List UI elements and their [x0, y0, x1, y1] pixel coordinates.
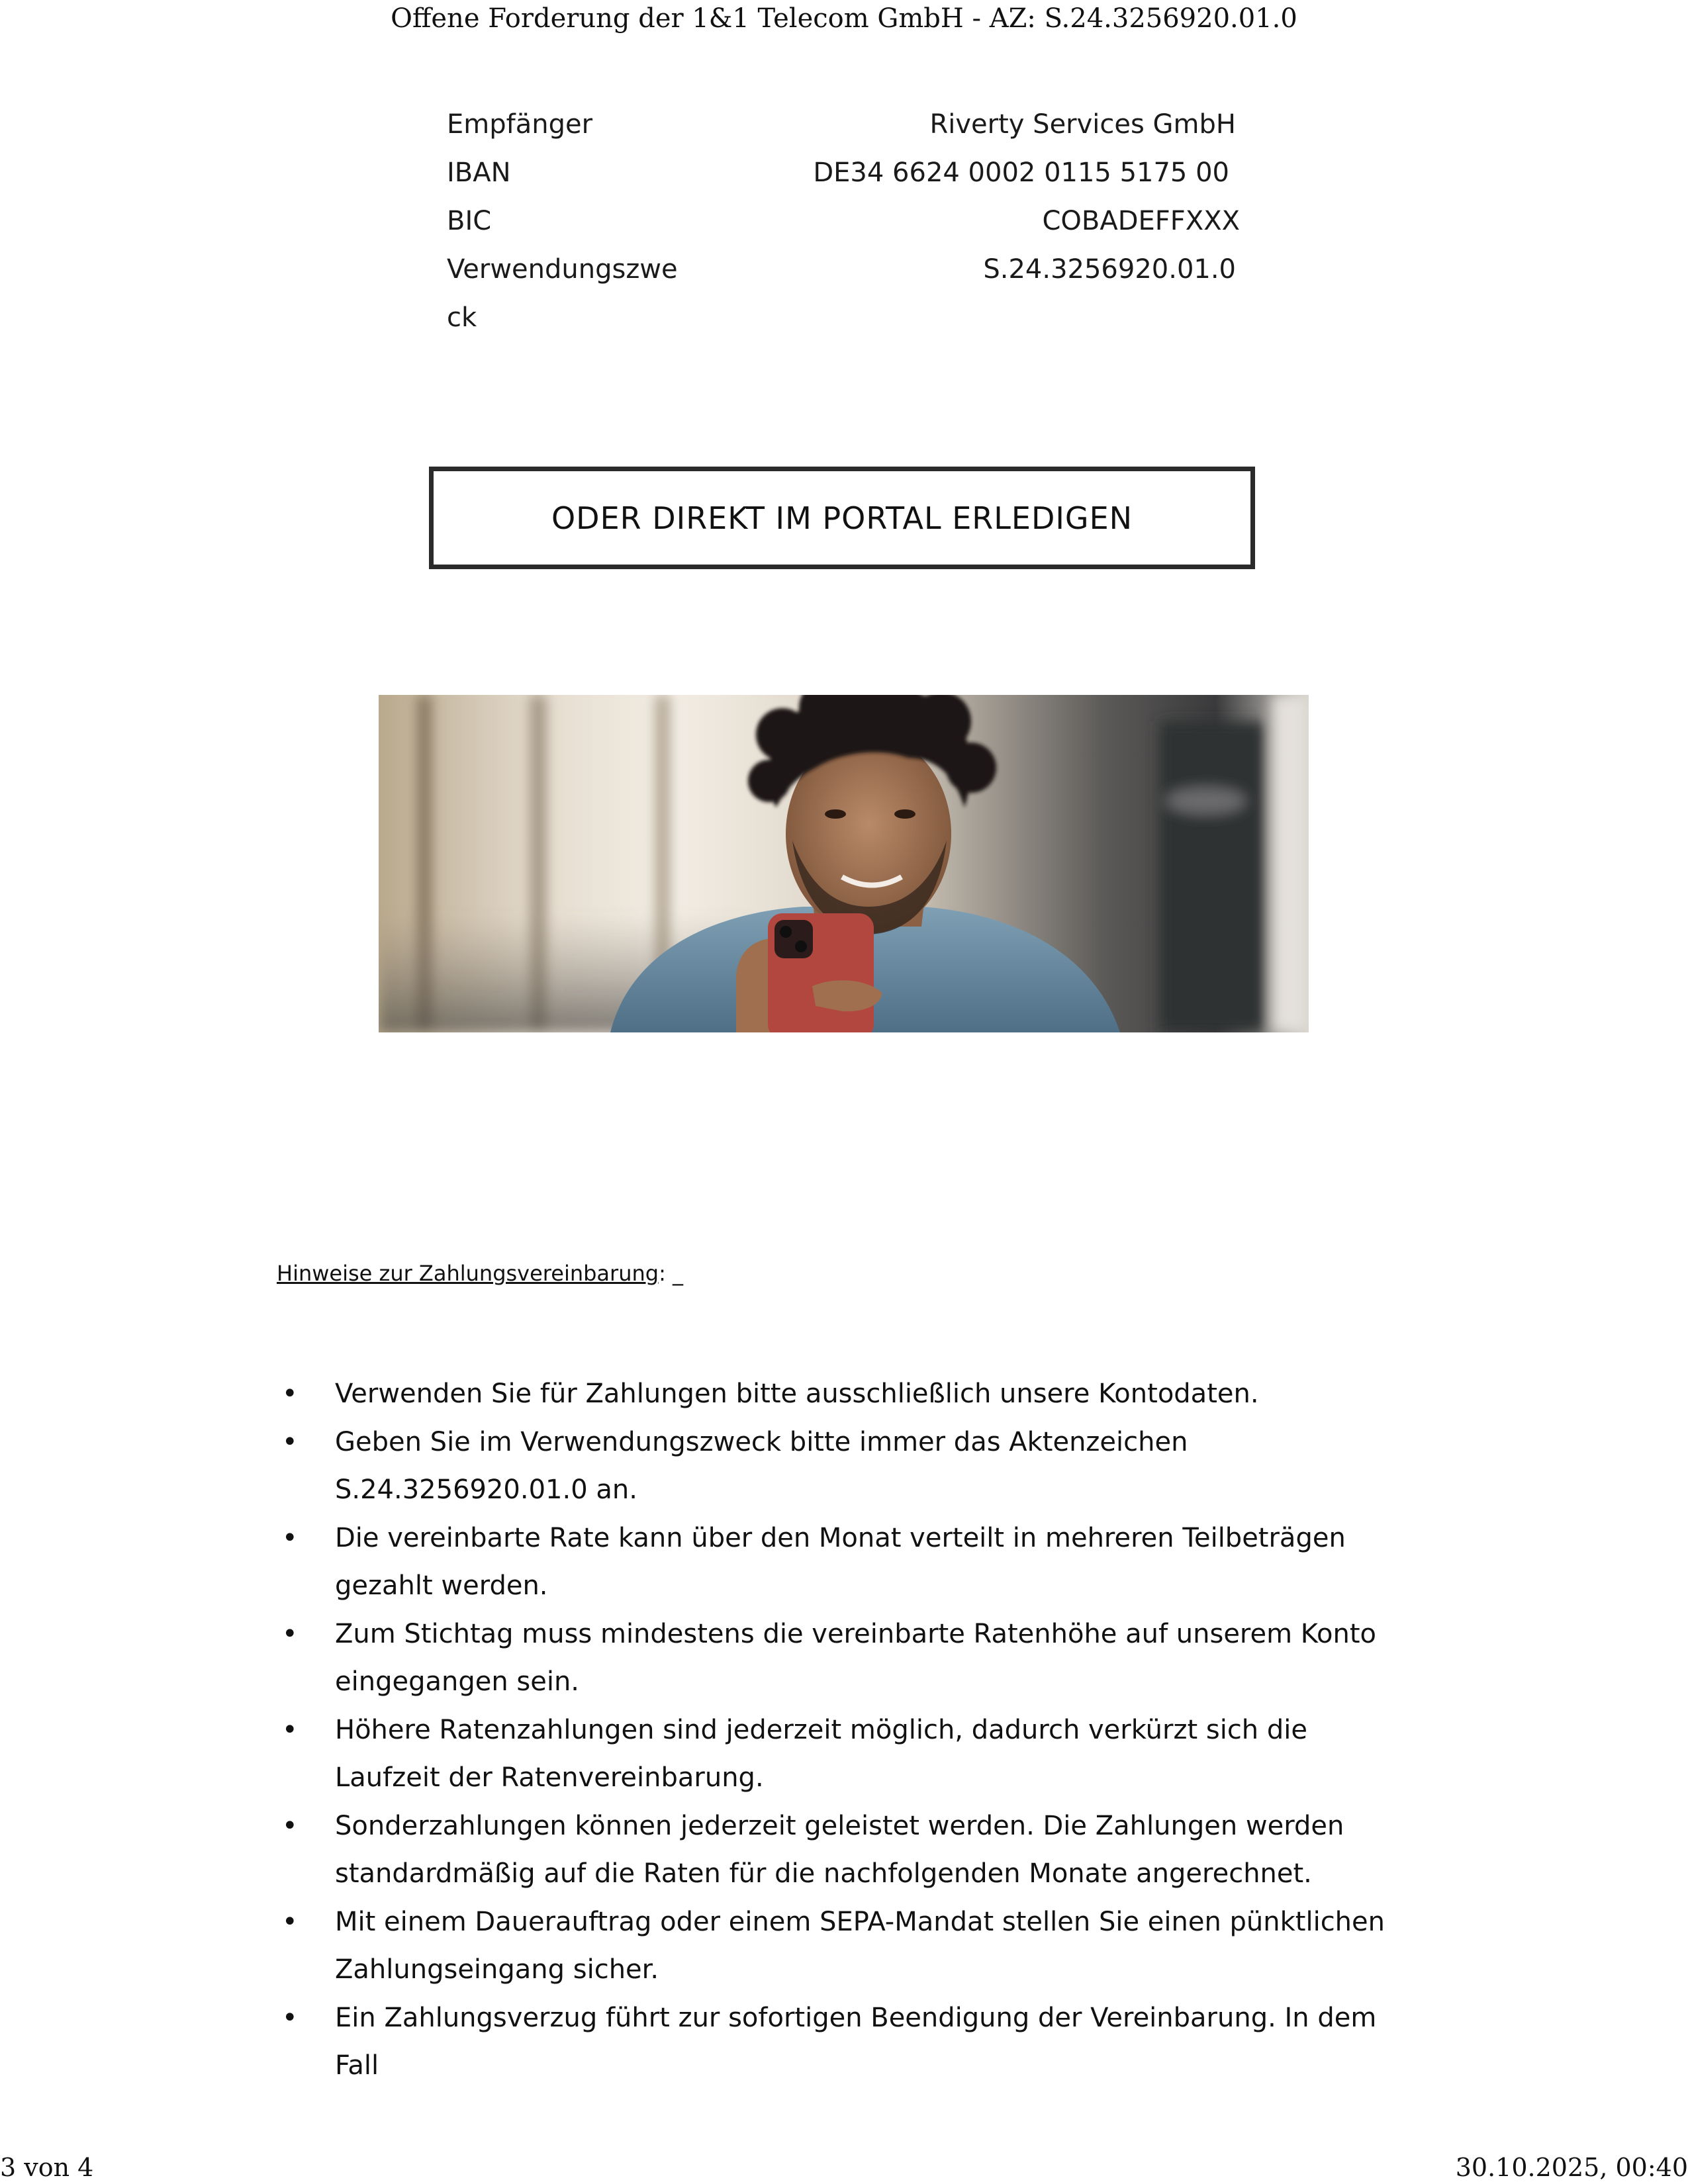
list-item: • Mit einem Dauerauftrag oder einem SEPA-Mandat stellen Sie einen pünktlichen Zahlungseingang sicher.: [277, 1898, 1415, 1994]
list-item: • Ein Zahlungsverzug führt zur sofortigen Beendigung der Vereinbarung. In dem Fall: [277, 1994, 1415, 2090]
list-item: • Verwenden Sie für Zahlungen bitte ausschließlich unsere Kontodaten.: [277, 1370, 1415, 1418]
reference-value: S.24.3256920.01.0: [983, 254, 1236, 285]
bank-row-recipient: [447, 101, 1241, 149]
bullet-icon: •: [282, 1379, 298, 1409]
bullet-icon: •: [282, 1906, 298, 1937]
bullet-icon: •: [282, 2002, 298, 2033]
hints-list: [277, 1370, 1415, 2090]
bullet-icon: •: [282, 1810, 298, 1841]
list-item: • Zum Stichtag muss mindestens die vereinbarte Ratenhöhe auf unserem Konto eingegangen sein.: [277, 1610, 1415, 1706]
bic-label: BIC: [447, 206, 492, 236]
bullet-icon: •: [282, 1618, 298, 1649]
portal-button-label: ODER DIREKT IM PORTAL ERLEDIGEN: [551, 500, 1133, 536]
portal-button[interactable]: [429, 467, 1255, 569]
recipient-label: Empfänger: [447, 109, 593, 140]
bank-details-table: [447, 101, 1241, 342]
bank-row-reference: [447, 246, 1241, 342]
recipient-value: Riverty Services GmbH: [929, 109, 1236, 140]
hints-heading-suffix: : _: [659, 1261, 684, 1286]
bullet-icon: •: [282, 1714, 298, 1745]
reference-label: Verwendungszweck: [447, 254, 678, 333]
page-number: 3 von 4: [0, 2153, 94, 2182]
list-item: • Höhere Ratenzahlungen sind jederzeit möglich, dadurch verkürzt sich die Laufzeit der Ratenvereinbarung.: [277, 1706, 1415, 1802]
iban-value: DE34 6624 0002 0115 5175 00: [813, 158, 1229, 188]
page-title: Offene Forderung der 1&1 Telecom GmbH - AZ: S.24.3256920.01.0: [391, 3, 1297, 34]
list-item: • Sonderzahlungen können jederzeit geleistet werden. Die Zahlungen werden standardmäßig auf die Raten für die nachfolgenden Monate angerechnet.: [277, 1802, 1415, 1898]
bic-value: COBADEFFXXX: [1042, 206, 1240, 236]
list-item: • Geben Sie im Verwendungszweck bitte immer das Aktenzeichen S.24.3256920.01.0 an.: [277, 1418, 1415, 1514]
iban-label: IBAN: [447, 158, 511, 188]
photo-illustration: [379, 695, 1309, 1032]
hints-heading-text: Hinweise zur Zahlungsvereinbarung: [277, 1261, 659, 1286]
print-datetime: 30.10.2025, 00:40: [1455, 2153, 1688, 2182]
bank-row-bic: [447, 197, 1241, 246]
hero-photo-man-with-phone: [379, 695, 1309, 1032]
bullet-icon: •: [282, 1522, 298, 1553]
bullet-icon: •: [282, 1426, 298, 1457]
list-item: • Die vereinbarte Rate kann über den Monat verteilt in mehreren Teilbeträgen gezahlt werden.: [277, 1514, 1415, 1610]
bank-row-iban: [447, 149, 1241, 197]
hints-heading: [277, 1257, 683, 1289]
